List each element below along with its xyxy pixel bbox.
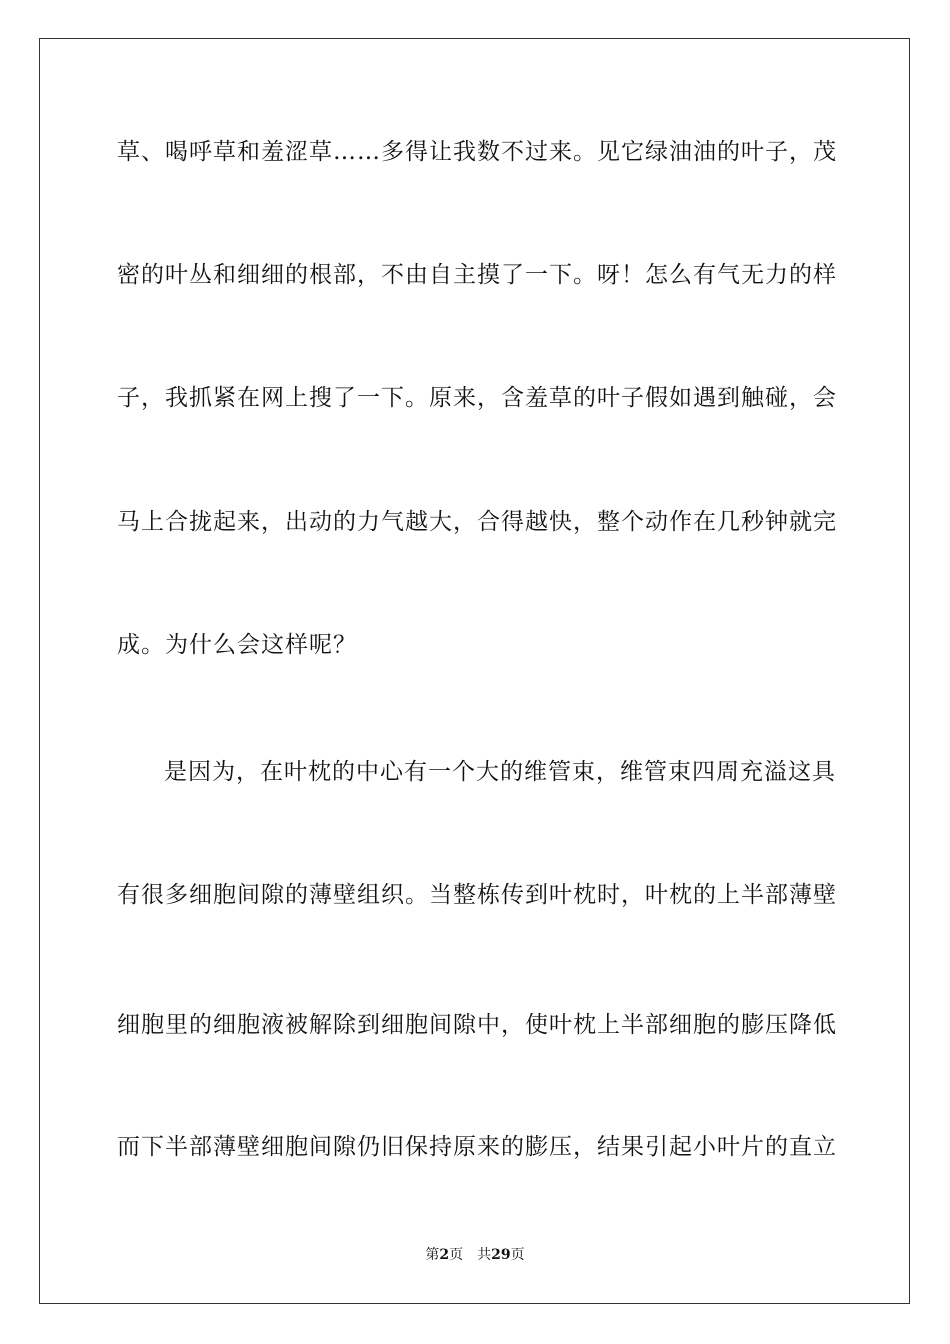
total-prefix: 共: [477, 1247, 492, 1263]
total-pages: 29: [491, 1247, 511, 1263]
body-line-5: 成。为什么会这样呢？: [117, 632, 357, 658]
page-footer: [0, 1246, 950, 1264]
body-line-2: 密的叶丛和细细的根部，不由自主摸了一下。呀！怎么有气无力的样: [117, 262, 837, 288]
page-number: 2: [439, 1247, 450, 1263]
page-suffix: 页: [449, 1247, 464, 1263]
total-suffix: 页: [510, 1247, 525, 1263]
body-line-9: 而下半部薄壁细胞间隙仍旧保持原来的膨压，结果引起小叶片的直立: [117, 1134, 837, 1160]
page-border: [39, 38, 910, 1304]
body-line-8: 细胞里的细胞液被解除到细胞间隙中，使叶枕上半部细胞的膨压降低: [117, 1012, 837, 1038]
body-line-1: 草、喝呼草和羞涩草……多得让我数不过来。见它绿油油的叶子，茂: [117, 139, 837, 165]
page-prefix: 第: [425, 1247, 440, 1263]
body-line-3: 子，我抓紧在网上搜了一下。原来，含羞草的叶子假如遇到触碰，会: [117, 385, 837, 411]
body-line-6: 是因为，在叶枕的中心有一个大的维管束，维管束四周充溢这具: [164, 759, 836, 785]
body-line-4: 马上合拢起来，出动的力气越大，合得越快，整个动作在几秒钟就完: [117, 509, 837, 535]
body-line-7: 有很多细胞间隙的薄壁组织。当整栋传到叶枕时，叶枕的上半部薄壁: [117, 882, 837, 908]
